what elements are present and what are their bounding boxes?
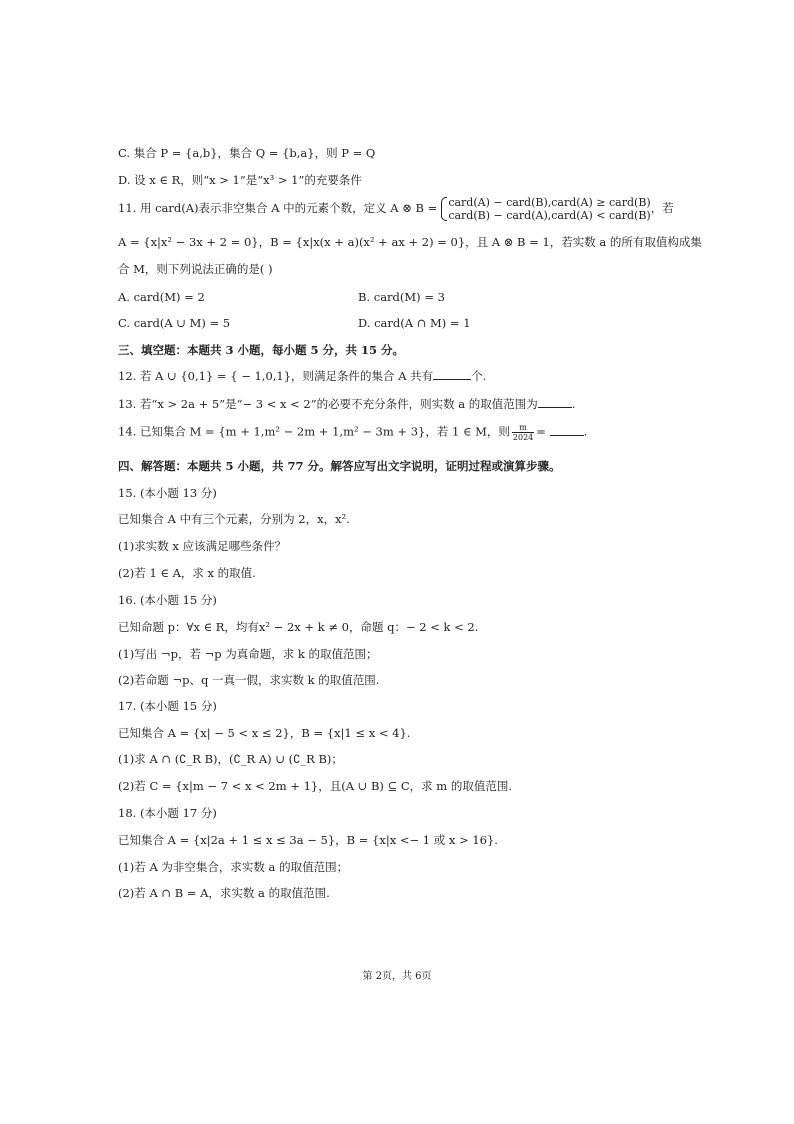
option-c: C. 集合 P = {a,b}，集合 Q = {b,a}，则 P = Q [118,146,376,160]
q14-answer-blank [550,425,584,436]
section-3-heading: 三、填空题：本题共 3 小题，每小题 5 分，共 15 分。 [118,343,405,357]
q14-denominator: 2024 [512,433,534,442]
q11-prefix: 11. 用 card(A)表示非空集合 A 中的元素个数，定义 A ⊗ B = [118,201,438,215]
question-11-line1 [118,196,674,222]
question-13 [118,397,575,411]
q13-text: 13. 若“x > 2a + 5”是“− 3 < x < 2”的必要不充分条件，则实数 a 的取值范围为 [118,397,538,411]
q11-option-a: A. card(M) = 2 [118,290,205,304]
section-4-heading: 四、解答题：本题共 5 小题，共 77 分。解答应写出文字说明，证明过程或演算步骤。 [118,459,561,473]
q12-text: 12. 若 A ∪ {0,1} = { − 1,0,1}，则满足条件的集合 A 共有 [118,369,434,383]
q12-end: 个. [471,369,487,383]
question-12 [118,369,486,383]
q11-case2: card(B) − card(A),card(A) < card(B) [448,209,651,222]
q14-end: . [583,424,588,439]
piecewise-brace [439,196,650,222]
page-footer: 第 2页，共 6页 [362,971,432,982]
q17-line3: (2)若 C = {x|m − 7 < x < 2m + 1}，且(A ∪ B) ⊆ C，求 m 的取值范围. [118,779,513,793]
q11-option-c: C. card(A ∪ M) = 5 [118,316,231,330]
question-11-line3: 合 M，则下列说法正确的是( ) [118,262,273,276]
q16-line2: (1)写出 ¬p，若 ¬p 为真命题，求 k 的取值范围； [118,647,378,661]
q18-line2: (1)若 A 为非空集合，求实数 a 的取值范围； [118,860,349,874]
q16-line3: (2)若命题 ¬p、q 一真一假，求实数 k 的取值范围. [118,673,380,687]
q11-options-row1 [118,290,205,304]
q15-line1: 已知集合 A 中有三个元素，分别为 2，x，x². [118,512,350,526]
q11-case1: card(A) − card(B),card(A) ≥ card(B) [448,196,651,209]
q18-heading: 18. (本小题 17 分) [118,806,217,820]
q16-heading: 16. (本小题 15 分) [118,593,217,607]
q11-option-d: D. card(A ∩ M) = 1 [358,316,471,330]
q15-line3: (2)若 1 ∈ A，求 x 的取值. [118,566,256,580]
q14-fraction [512,423,534,442]
question-11-line2: A = {x|x² − 3x + 2 = 0}，B = {x|x(x + a)(x² + ax + 2) = 0}，且 A ⊗ B = 1，若实数 a 的所有取值构成集 [118,235,702,249]
q11-suffix: ，若 [650,201,674,215]
q15-heading: 15. (本小题 13 分) [118,486,217,500]
q14-numerator: m [512,423,534,433]
q15-line2: (1)求实数 x 应该满足哪些条件？ [118,539,287,553]
q13-end: . [571,397,576,411]
q17-heading: 17. (本小题 15 分) [118,699,217,713]
q14-equals: = [536,424,546,439]
q18-line3: (2)若 A ∩ B = A，求实数 a 的取值范围. [118,886,330,900]
q13-answer-blank [538,397,572,408]
option-d: D. 设 x ∈ R，则“x > 1”是“x³ > 1”的充要条件 [118,173,362,187]
q11-option-b: B. card(M) = 3 [358,290,445,304]
q12-answer-blank [433,369,471,380]
q18-line1: 已知集合 A = {x|2a + 1 ≤ x ≤ 3a − 5}，B = {x|x <− 1 或 x > 16}. [118,833,498,847]
q16-line1: 已知命题 p：∀x ∈ R，均有x² − 2x + k ≠ 0，命题 q：− 2 < k < 2. [118,620,479,634]
q14-text: 14. 已知集合 M = {m + 1,m² − 2m + 1,m² − 3m + 3}，若 1 ∈ M，则 [118,424,510,439]
question-14 [118,423,587,442]
q17-line2: (1)求 A ∩ (∁_R B)，(∁_R A) ∪ (∁_R B)； [118,752,343,766]
q17-line1: 已知集合 A = {x| − 5 < x ≤ 2}，B = {x|1 ≤ x < 4}. [118,726,411,740]
